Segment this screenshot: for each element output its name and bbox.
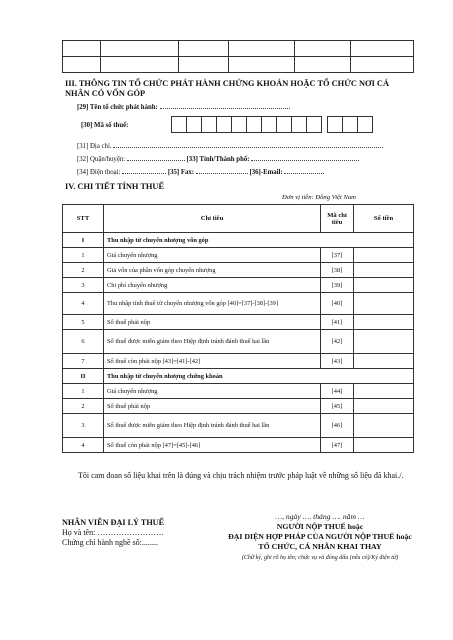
tax-code-box[interactable] <box>201 116 217 133</box>
table-cell <box>351 41 414 57</box>
amount-cell[interactable] <box>354 438 414 453</box>
email-label: [36]-Email: <box>249 169 283 176</box>
issuer-name-label: [29] Tên tổ chức phát hành: <box>77 104 158 111</box>
currency-unit: Đơn vị tiền: Đồng Việt Nam <box>282 194 356 201</box>
table-cell <box>295 57 351 73</box>
amount-cell[interactable] <box>354 263 414 278</box>
amount-cell[interactable] <box>354 384 414 399</box>
section-row: I Thu nhập từ chuyển nhượng vốn góp <box>63 233 414 248</box>
table-row: 6 Số thuế được miễn giảm theo Hiệp định tránh đánh thuế hai lần [42] <box>63 330 414 354</box>
tax-code-box[interactable] <box>342 116 358 133</box>
agent-title: NHÂN VIÊN ĐẠI LÝ THUẾ <box>62 518 165 527</box>
signature-block <box>200 512 440 563</box>
table-row: 4 Số thuế còn phải nộp [47]=[45]-[46] [47] <box>63 438 414 453</box>
table-cell <box>101 57 179 73</box>
email-field[interactable] <box>284 168 324 174</box>
fax-label: [35] Fax: <box>167 169 195 176</box>
table-cell <box>179 57 229 73</box>
tax-detail-table <box>62 204 414 453</box>
tax-code-boxes <box>171 116 372 133</box>
phone-label: [34] Điện thoại: <box>77 169 121 176</box>
agent-cert-field[interactable]: Chứng chỉ hành nghề số:........ <box>62 538 158 547</box>
table-row: 3 Số thuế được miễn giảm theo Hiệp định tránh đánh thuế hai lần [46] <box>63 414 414 438</box>
district-row <box>77 155 359 163</box>
declaration-text: Tôi cam đoan số liệu khai trên là đúng và chịu trách nhiệm trước pháp luật về những số liệu đã khai./. <box>78 471 404 480</box>
table-row: 7 Số thuế còn phải nộp [43]=[41]-[42] [43] <box>63 354 414 369</box>
section3-heading: III. THÔNG TIN TỔ CHỨC PHÁT HÀNH CHỨNG KHOÁN HOẶC TỔ CHỨC NƠI CÁ NHÂN CÓ VỐN GÓP <box>65 79 390 98</box>
fax-field[interactable] <box>196 168 248 174</box>
agent-name-field[interactable]: Họ và tên: ……………………. <box>62 528 164 537</box>
table-row: 5 Số thuế phải nộp [41] <box>63 315 414 330</box>
header-stt: STT <box>63 205 104 233</box>
tax-code-box[interactable] <box>291 116 307 133</box>
sign-date: …, ngày …. tháng …. năm … <box>275 512 365 521</box>
sign-note: (Chữ ký, ghi rõ họ tên; chức vụ và đóng dấu (nếu có)/Ký điện tử) <box>241 555 399 561</box>
tax-code-box[interactable] <box>306 116 322 133</box>
table-row: 1 Giá chuyển nhượng [37] <box>63 248 414 263</box>
table-cell <box>295 41 351 57</box>
address-row <box>77 142 383 150</box>
section4-heading: IV. CHI TIẾT TÍNH THUẾ <box>65 182 165 191</box>
tax-code-box[interactable] <box>186 116 202 133</box>
table-cell <box>229 41 295 57</box>
table-cell <box>63 57 101 73</box>
table-row: 4 Thu nhập tính thuế từ chuyển nhượng vốn góp [40]=[37]-[38]-[39] [40] <box>63 293 414 315</box>
issuer-name-row <box>77 103 290 111</box>
district-label: [32] Quận/huyện: <box>77 156 126 163</box>
amount-cell[interactable] <box>354 414 414 438</box>
amount-cell[interactable] <box>354 399 414 414</box>
table-row: 3 Chi phí chuyển nhượng [39] <box>63 278 414 293</box>
tax-code-box[interactable] <box>327 116 343 133</box>
province-label: [33] Tỉnh/Thành phố: <box>186 156 250 163</box>
section-row: II Thu nhập từ chuyển nhượng chứng khoán <box>63 369 414 384</box>
amount-cell[interactable] <box>354 354 414 369</box>
amount-cell[interactable] <box>354 315 414 330</box>
tax-code-box[interactable] <box>171 116 187 133</box>
table-cell <box>63 41 101 57</box>
header-sotien: Số tiền <box>354 205 414 233</box>
sign-line2: ĐẠI DIỆN HỢP PHÁP CỦA NGƯỜI NỘP THUẾ hoặc <box>228 532 412 541</box>
table-cell <box>101 41 179 57</box>
address-field[interactable] <box>113 142 383 148</box>
amount-cell[interactable] <box>354 293 414 315</box>
tax-code-label: [30] Mã số thuế: <box>81 122 129 129</box>
tax-code-box[interactable] <box>357 116 373 133</box>
tax-code-box[interactable] <box>276 116 292 133</box>
province-field[interactable] <box>251 155 359 161</box>
amount-cell[interactable] <box>354 330 414 354</box>
continued-table <box>62 40 414 73</box>
issuer-name-field[interactable] <box>160 103 290 109</box>
table-cell <box>179 41 229 57</box>
amount-cell[interactable] <box>354 278 414 293</box>
district-field[interactable] <box>127 155 185 161</box>
tax-code-box[interactable] <box>216 116 232 133</box>
tax-code-box[interactable] <box>246 116 262 133</box>
contact-row <box>77 168 324 176</box>
table-cell <box>229 57 295 73</box>
tax-agent-block <box>62 518 202 548</box>
sign-line3: TỔ CHỨC, CÁ NHÂN KHAI THAY <box>258 542 382 551</box>
tax-code-box[interactable] <box>261 116 277 133</box>
header-ma: Mã chỉ tiêu <box>321 205 354 233</box>
table-row: 1 Giá chuyển nhượng [44] <box>63 384 414 399</box>
amount-cell[interactable] <box>354 248 414 263</box>
address-label: [31] Địa chỉ. <box>77 143 112 150</box>
table-cell <box>351 57 414 73</box>
header-chitieu: Chỉ tiêu <box>104 205 321 233</box>
table-row: 2 Giá vốn của phần vốn góp chuyển nhượng [38] <box>63 263 414 278</box>
phone-field[interactable] <box>122 168 166 174</box>
tax-code-box[interactable] <box>231 116 247 133</box>
sign-line1: NGƯỜI NỘP THUẾ hoặc <box>276 522 364 531</box>
table-row: 2 Số thuế phải nộp [45] <box>63 399 414 414</box>
